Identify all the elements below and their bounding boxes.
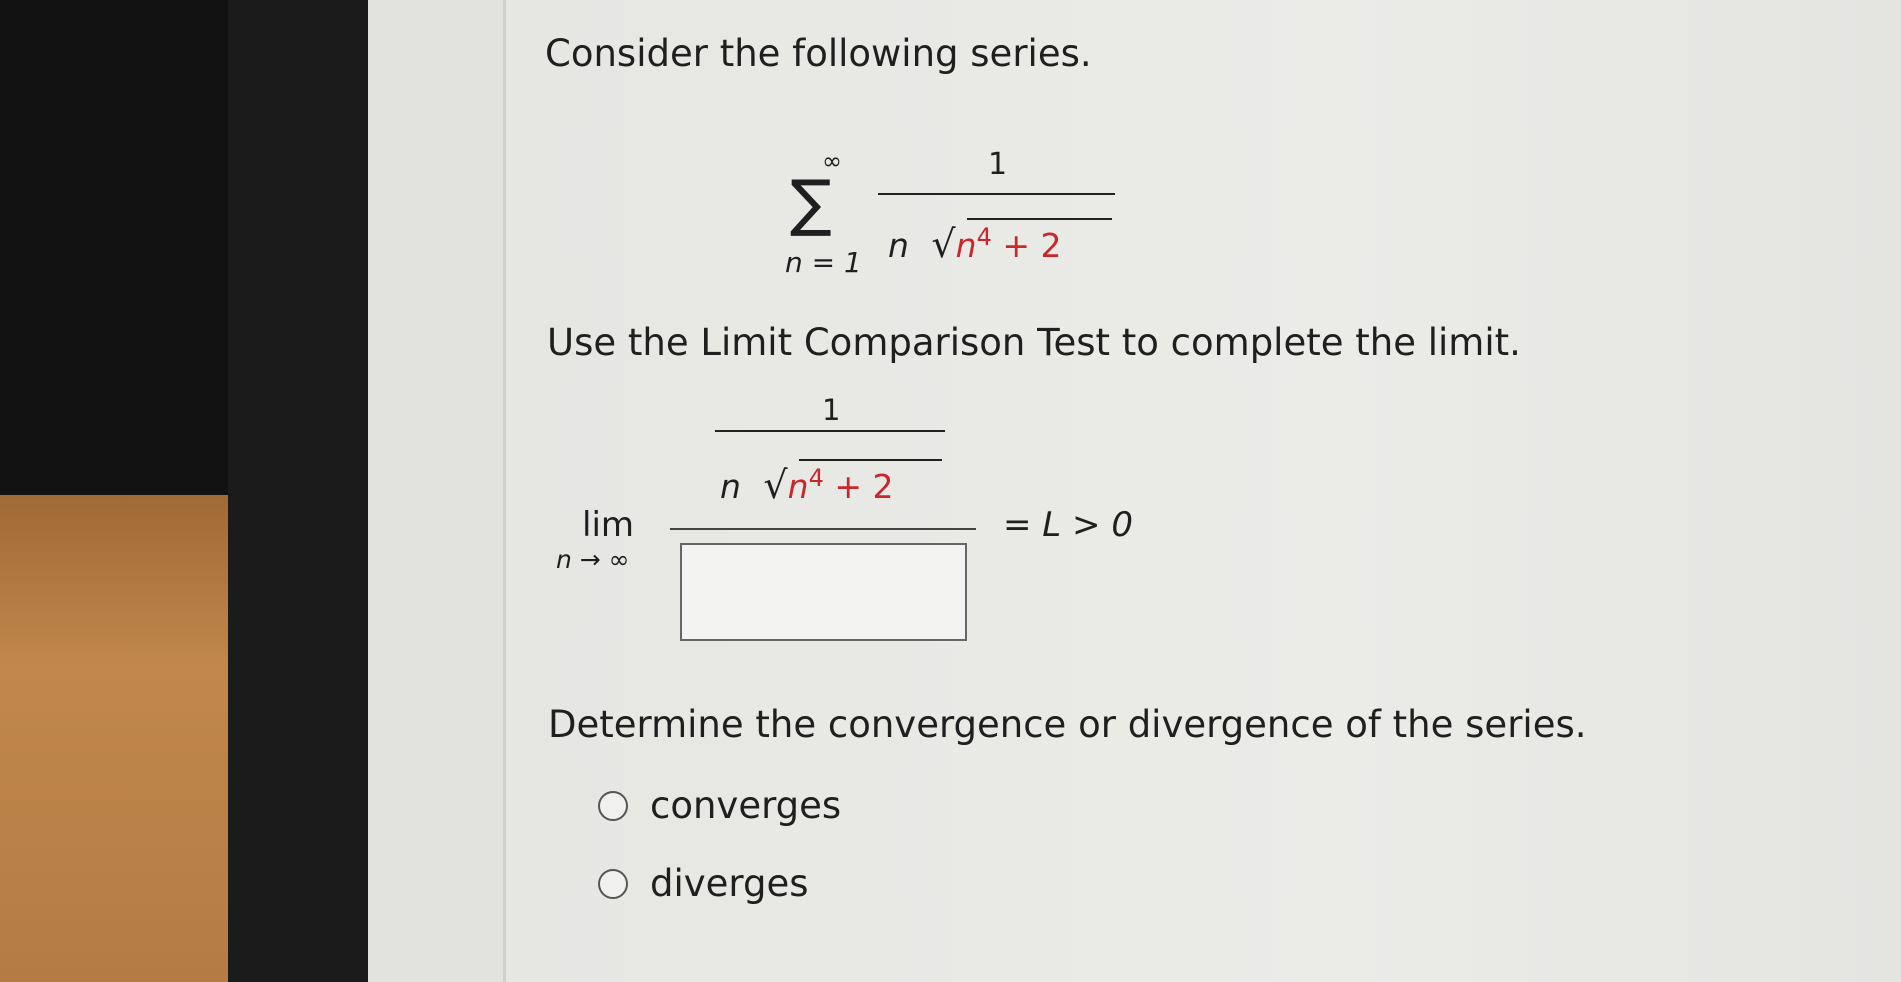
- series-denominator: [888, 222, 1061, 266]
- option-converges-label[interactable]: converges: [650, 784, 842, 827]
- series-den-variable: n: [888, 226, 909, 265]
- series-radical-bar: [967, 218, 1112, 220]
- limit-radicand-base: n: [787, 467, 809, 506]
- radio-converges[interactable]: [598, 791, 628, 821]
- option-diverges[interactable]: [598, 862, 809, 905]
- series-radicand-rest: + 2: [991, 226, 1062, 265]
- screen-margin: [368, 0, 505, 982]
- limit-instruction: Use the Limit Comparison Test to complete the limit.: [547, 321, 1521, 364]
- background-desk: [0, 495, 228, 982]
- series-radicand-base: n: [955, 226, 977, 265]
- series-fraction-bar: [878, 193, 1115, 195]
- sigma-upper-limit: ∞: [822, 147, 842, 175]
- series-numerator: 1: [988, 147, 1008, 182]
- limit-radical-bar: [799, 459, 942, 461]
- limit-inner-denominator: [720, 463, 893, 507]
- convergence-instruction: Determine the convergence or divergence of the series.: [548, 703, 1587, 746]
- limit-main-fraction-bar: [670, 528, 976, 530]
- radio-diverges[interactable]: [598, 869, 628, 899]
- radical-icon: √: [931, 222, 956, 266]
- sigma-lower-limit: n = 1: [785, 246, 862, 279]
- lim-subscript: n → ∞: [556, 545, 630, 574]
- limit-inner-fraction-bar: [715, 430, 945, 432]
- option-diverges-label[interactable]: diverges: [650, 862, 809, 905]
- limit-answer-input[interactable]: [680, 543, 967, 641]
- limit-rhs: = L > 0: [1003, 505, 1133, 545]
- series-radicand-exponent: 4: [976, 223, 992, 251]
- sigma-symbol: ∑: [790, 166, 832, 239]
- option-converges[interactable]: [598, 784, 841, 827]
- limit-inner-numerator: 1: [822, 393, 841, 427]
- limit-radicand-rest: + 2: [823, 467, 894, 506]
- limit-radicand-exponent: 4: [808, 464, 824, 492]
- lim-label: lim: [582, 505, 635, 545]
- question-intro: Consider the following series.: [545, 32, 1092, 75]
- question-panel: [506, 0, 1901, 982]
- limit-den-variable: n: [720, 467, 741, 506]
- limit-radical-icon: √: [763, 463, 788, 507]
- monitor-bezel-strip: [228, 0, 368, 982]
